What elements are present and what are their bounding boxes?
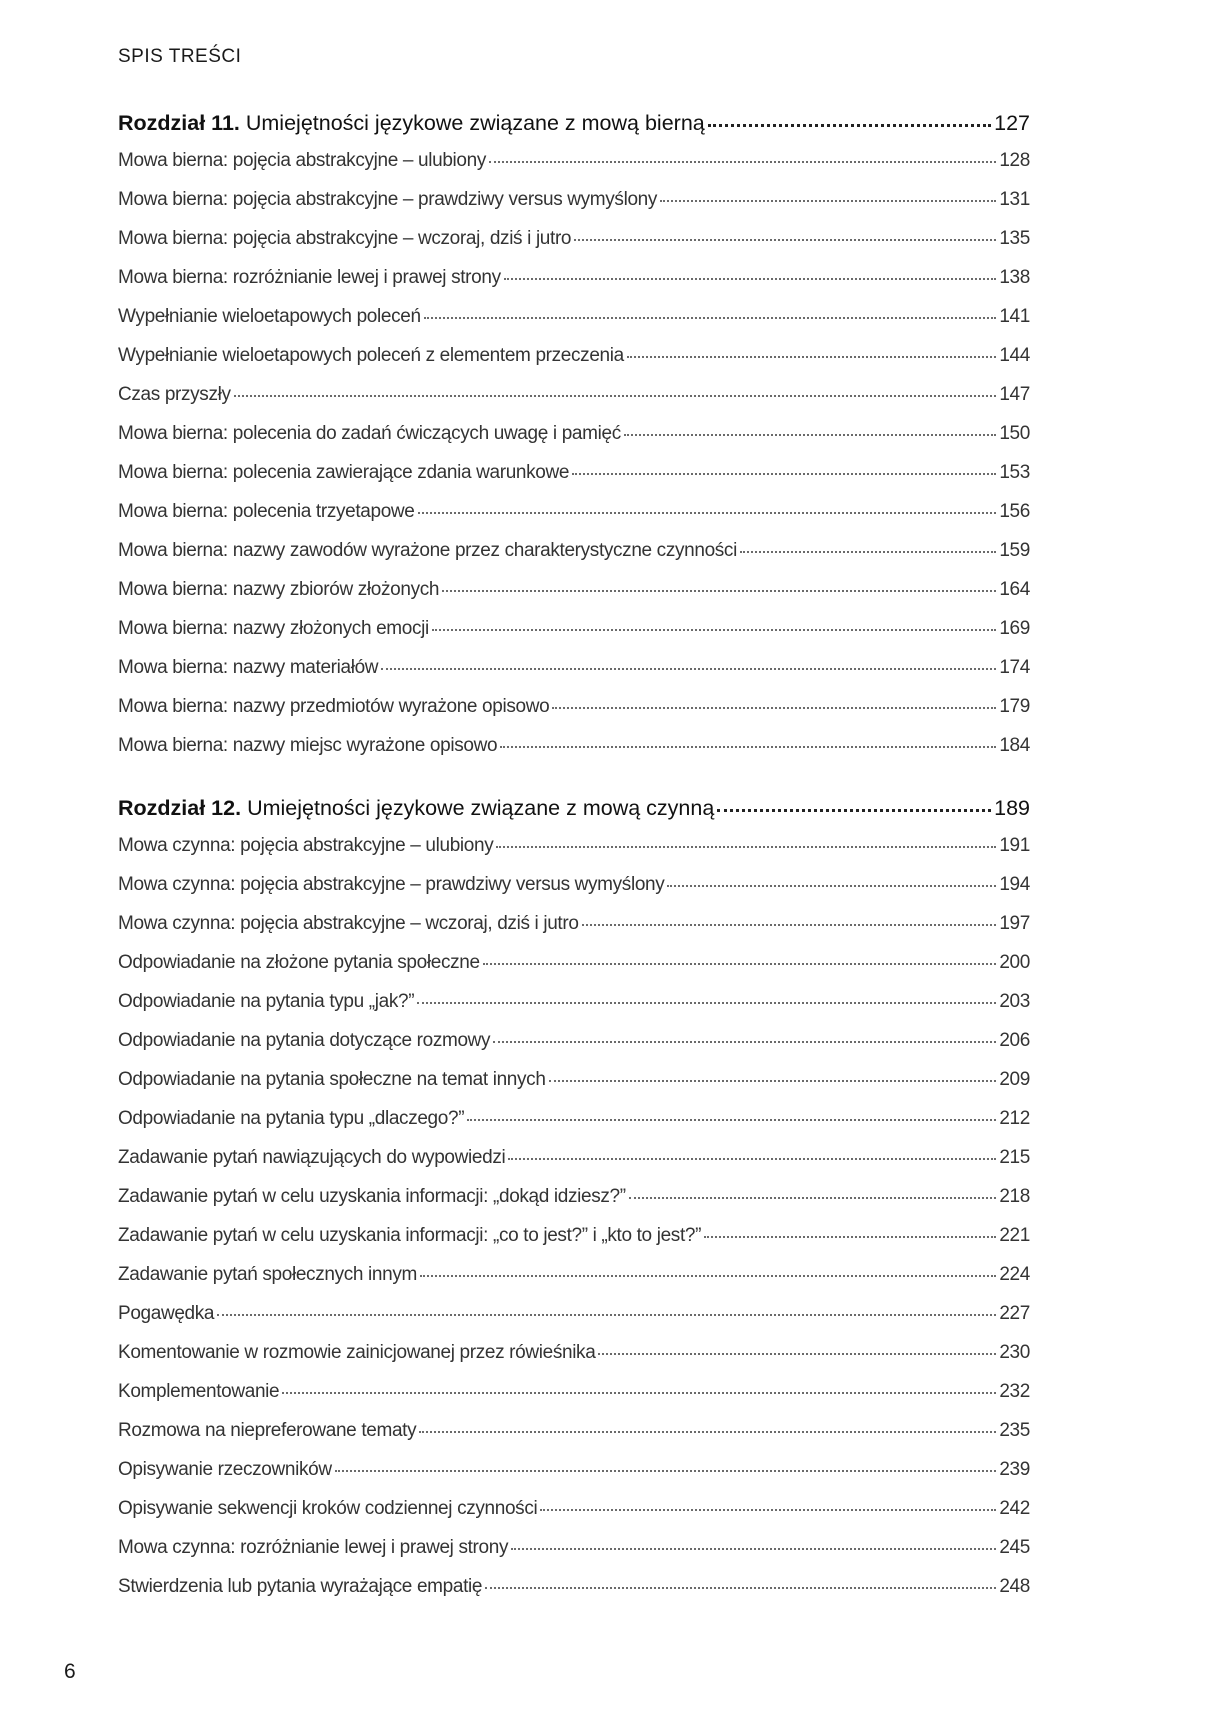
dot-leader xyxy=(717,809,991,812)
table-of-contents xyxy=(118,111,1030,1615)
dot-leader xyxy=(217,1314,996,1316)
chapter-label: Rozdział 12. xyxy=(118,796,242,820)
toc-entry-title: Mowa bierna: nazwy przedmiotów wyrażone opisowo xyxy=(118,696,550,717)
toc-entry-title: Mowa bierna: nazwy miejsc wyrażone opisowo xyxy=(118,735,498,756)
dot-leader xyxy=(335,1470,997,1472)
toc-entry-title: Pogawędka xyxy=(118,1303,215,1324)
toc-entry[interactable] xyxy=(118,735,1030,774)
toc-entry-page: 235 xyxy=(999,1420,1030,1441)
dot-leader xyxy=(549,1080,997,1082)
toc-entry-page: 230 xyxy=(999,1342,1030,1363)
toc-entry-title: Odpowiadanie na pytania dotyczące rozmowy xyxy=(118,1030,491,1051)
toc-entry-title: Czas przyszły xyxy=(118,384,231,405)
dot-leader xyxy=(574,239,996,241)
dot-leader xyxy=(540,1509,996,1511)
dot-leader xyxy=(432,629,996,631)
toc-entry-title: Opisywanie rzeczowników xyxy=(118,1459,332,1480)
dot-leader xyxy=(704,1236,996,1238)
toc-entry-page: 174 xyxy=(999,657,1030,678)
toc-entry[interactable] xyxy=(118,1498,1030,1537)
toc-entry-page: 218 xyxy=(999,1186,1030,1207)
toc-entry-page: 215 xyxy=(999,1147,1030,1168)
toc-entry-page: 194 xyxy=(999,874,1030,895)
toc-entry-page: 153 xyxy=(999,462,1030,483)
chapter-page-number: 189 xyxy=(994,796,1030,820)
toc-entry-title: Zadawanie pytań w celu uzyskania informacji: „dokąd idziesz?” xyxy=(118,1186,626,1207)
toc-entry-title: Mowa bierna: polecenia do zadań ćwiczących uwagę i pamięć xyxy=(118,423,621,444)
toc-entry[interactable] xyxy=(118,189,1030,228)
toc-entry-page: 242 xyxy=(999,1498,1030,1519)
toc-entry[interactable] xyxy=(118,1342,1030,1381)
dot-leader xyxy=(485,1587,996,1589)
dot-leader xyxy=(740,551,996,553)
toc-entry[interactable] xyxy=(118,991,1030,1030)
toc-entry[interactable] xyxy=(118,579,1030,618)
toc-entry-title: Mowa czynna: pojęcia abstrakcyjne – wczoraj, dziś i jutro xyxy=(118,913,579,934)
dot-leader xyxy=(418,512,997,514)
toc-entry-title: Opisywanie sekwencji kroków codziennej czynności xyxy=(118,1498,538,1519)
toc-entry-title: Zadawanie pytań społecznych innym xyxy=(118,1264,417,1285)
toc-entry[interactable] xyxy=(118,1381,1030,1420)
toc-entry-page: 224 xyxy=(999,1264,1030,1285)
toc-entry-title: Stwierdzenia lub pytania wyrażające empatię xyxy=(118,1576,483,1597)
toc-entry-title: Odpowiadanie na złożone pytania społeczne xyxy=(118,952,480,973)
dot-leader xyxy=(419,1431,996,1433)
toc-entry-page: 221 xyxy=(999,1225,1030,1246)
toc-entry-title: Rozmowa na niepreferowane tematy xyxy=(118,1420,417,1441)
toc-entry-page: 164 xyxy=(999,579,1030,600)
toc-entry-page: 179 xyxy=(999,696,1030,717)
toc-entry[interactable] xyxy=(118,150,1030,189)
toc-entry-title: Mowa bierna: nazwy zbiorów złożonych xyxy=(118,579,440,600)
dot-leader xyxy=(442,590,996,592)
toc-entry-title: Mowa czynna: pojęcia abstrakcyjne – prawdziwy versus wymyślony xyxy=(118,874,665,895)
toc-entry-title: Odpowiadanie na pytania typu „jak?” xyxy=(118,991,415,1012)
chapter-title: Umiejętności językowe związane z mową czynną xyxy=(247,796,715,820)
chapter-heading[interactable] xyxy=(118,796,1030,835)
toc-entry-title: Zadawanie pytań w celu uzyskania informacji: „co to jest?” i „kto to jest?” xyxy=(118,1225,702,1246)
toc-entry[interactable] xyxy=(118,540,1030,579)
toc-entry[interactable] xyxy=(118,952,1030,991)
dot-leader xyxy=(627,356,997,358)
toc-entry-title: Mowa bierna: nazwy złożonych emocji xyxy=(118,618,429,639)
toc-entry-title: Mowa bierna: nazwy materiałów xyxy=(118,657,379,678)
toc-entry-title: Mowa bierna: polecenia zawierające zdania warunkowe xyxy=(118,462,570,483)
dot-leader xyxy=(493,1041,996,1043)
toc-entry[interactable] xyxy=(118,1537,1030,1576)
toc-entry-title: Mowa bierna: pojęcia abstrakcyjne – wczoraj, dziś i jutro xyxy=(118,228,572,249)
toc-entry[interactable] xyxy=(118,306,1030,345)
toc-entry-title: Wypełnianie wieloetapowych poleceń z elementem przeczenia xyxy=(118,345,624,366)
toc-entry[interactable] xyxy=(118,913,1030,952)
toc-entry-title: Wypełnianie wieloetapowych poleceń xyxy=(118,306,421,327)
toc-entry[interactable] xyxy=(118,1420,1030,1459)
toc-entry[interactable] xyxy=(118,228,1030,267)
page-number: 6 xyxy=(64,1660,76,1683)
dot-leader xyxy=(582,924,997,926)
toc-entry[interactable] xyxy=(118,501,1030,540)
chapter-page-number: 127 xyxy=(994,111,1030,135)
toc-entry[interactable] xyxy=(118,1108,1030,1147)
toc-entry-page: 200 xyxy=(999,952,1030,973)
dot-leader xyxy=(381,668,996,670)
toc-entry-page: 239 xyxy=(999,1459,1030,1480)
toc-entry-page: 147 xyxy=(999,384,1030,405)
running-header: SPIS TREŚCI xyxy=(118,46,242,67)
toc-entry-page: 156 xyxy=(999,501,1030,522)
toc-entry-page: 169 xyxy=(999,618,1030,639)
toc-entry[interactable] xyxy=(118,1030,1030,1069)
toc-entry[interactable] xyxy=(118,462,1030,501)
toc-entry[interactable] xyxy=(118,1186,1030,1225)
dot-leader xyxy=(424,317,997,319)
toc-entry-page: 184 xyxy=(999,735,1030,756)
toc-entry-page: 138 xyxy=(999,267,1030,288)
toc-entry-title: Mowa bierna: polecenia trzyetapowe xyxy=(118,501,415,522)
toc-entry[interactable] xyxy=(118,1147,1030,1186)
toc-entry[interactable] xyxy=(118,267,1030,306)
dot-leader xyxy=(420,1275,996,1277)
dot-leader xyxy=(234,395,997,397)
dot-leader xyxy=(483,963,997,965)
toc-entry-title: Mowa bierna: nazwy zawodów wyrażone przez charakterystyczne czynności xyxy=(118,540,737,561)
toc-entry[interactable] xyxy=(118,1459,1030,1498)
toc-entry-page: 212 xyxy=(999,1108,1030,1129)
toc-entry-title: Komentowanie w rozmowie zainicjowanej przez rówieśnika xyxy=(118,1342,596,1363)
toc-entry-title: Odpowiadanie na pytania typu „dlaczego?” xyxy=(118,1108,465,1129)
dot-leader xyxy=(624,434,997,436)
toc-entry[interactable] xyxy=(118,1576,1030,1615)
dot-leader xyxy=(511,1548,996,1550)
dot-leader xyxy=(417,1002,996,1004)
toc-entry[interactable] xyxy=(118,618,1030,657)
dot-leader xyxy=(598,1353,996,1355)
toc-entry-title: Zadawanie pytań nawiązujących do wypowiedzi xyxy=(118,1147,506,1168)
dot-leader xyxy=(282,1392,996,1394)
toc-entry[interactable] xyxy=(118,1303,1030,1342)
dot-leader xyxy=(500,746,996,748)
toc-entry-page: 150 xyxy=(999,423,1030,444)
dot-leader xyxy=(667,885,996,887)
toc-entry-title: Mowa bierna: pojęcia abstrakcyjne – prawdziwy versus wymyślony xyxy=(118,189,658,210)
toc-entry-page: 141 xyxy=(999,306,1030,327)
dot-leader xyxy=(508,1158,996,1160)
toc-entry[interactable] xyxy=(118,1264,1030,1303)
toc-entry[interactable] xyxy=(118,874,1030,913)
dot-leader xyxy=(572,473,996,475)
toc-entry-page: 159 xyxy=(999,540,1030,561)
dot-leader xyxy=(660,200,996,202)
toc-entry[interactable] xyxy=(118,423,1030,462)
dot-leader xyxy=(629,1197,997,1199)
toc-entry-title: Mowa bierna: rozróżnianie lewej i prawej strony xyxy=(118,267,501,288)
toc-entry-page: 227 xyxy=(999,1303,1030,1324)
toc-entry[interactable] xyxy=(118,1225,1030,1264)
toc-entry-page: 191 xyxy=(999,835,1030,856)
toc-entry-page: 232 xyxy=(999,1381,1030,1402)
dot-leader xyxy=(552,707,996,709)
toc-entry-page: 245 xyxy=(999,1537,1030,1558)
toc-entry[interactable] xyxy=(118,345,1030,384)
toc-entry-page: 131 xyxy=(999,189,1030,210)
toc-entry[interactable] xyxy=(118,696,1030,735)
toc-entry[interactable] xyxy=(118,657,1030,696)
dot-leader xyxy=(467,1119,996,1121)
toc-entry-page: 209 xyxy=(999,1069,1030,1090)
toc-entry-page: 203 xyxy=(999,991,1030,1012)
dot-leader xyxy=(496,846,996,848)
toc-entry[interactable] xyxy=(118,1069,1030,1108)
toc-entry[interactable] xyxy=(118,384,1030,423)
toc-entry-page: 206 xyxy=(999,1030,1030,1051)
toc-entry-page: 144 xyxy=(999,345,1030,366)
toc-entry-title: Mowa czynna: pojęcia abstrakcyjne – ulubiony xyxy=(118,835,494,856)
toc-entry-page: 135 xyxy=(999,228,1030,249)
toc-entry-title: Odpowiadanie na pytania społeczne na temat innych xyxy=(118,1069,546,1090)
toc-entry-title: Komplementowanie xyxy=(118,1381,280,1402)
dot-leader xyxy=(504,278,997,280)
chapter-title: Umiejętności językowe związane z mową bierną xyxy=(245,111,705,135)
toc-entry-title: Mowa bierna: pojęcia abstrakcyjne – ulubiony xyxy=(118,150,486,171)
toc-entry-title: Mowa czynna: rozróżnianie lewej i prawej strony xyxy=(118,1537,509,1558)
toc-entry[interactable] xyxy=(118,835,1030,874)
chapter-heading[interactable] xyxy=(118,111,1030,150)
chapter-label: Rozdział 11. xyxy=(118,111,240,135)
toc-entry-page: 128 xyxy=(999,150,1030,171)
dot-leader xyxy=(489,161,996,163)
toc-entry-page: 248 xyxy=(999,1576,1030,1597)
toc-entry-page: 197 xyxy=(999,913,1030,934)
dot-leader xyxy=(708,124,991,127)
